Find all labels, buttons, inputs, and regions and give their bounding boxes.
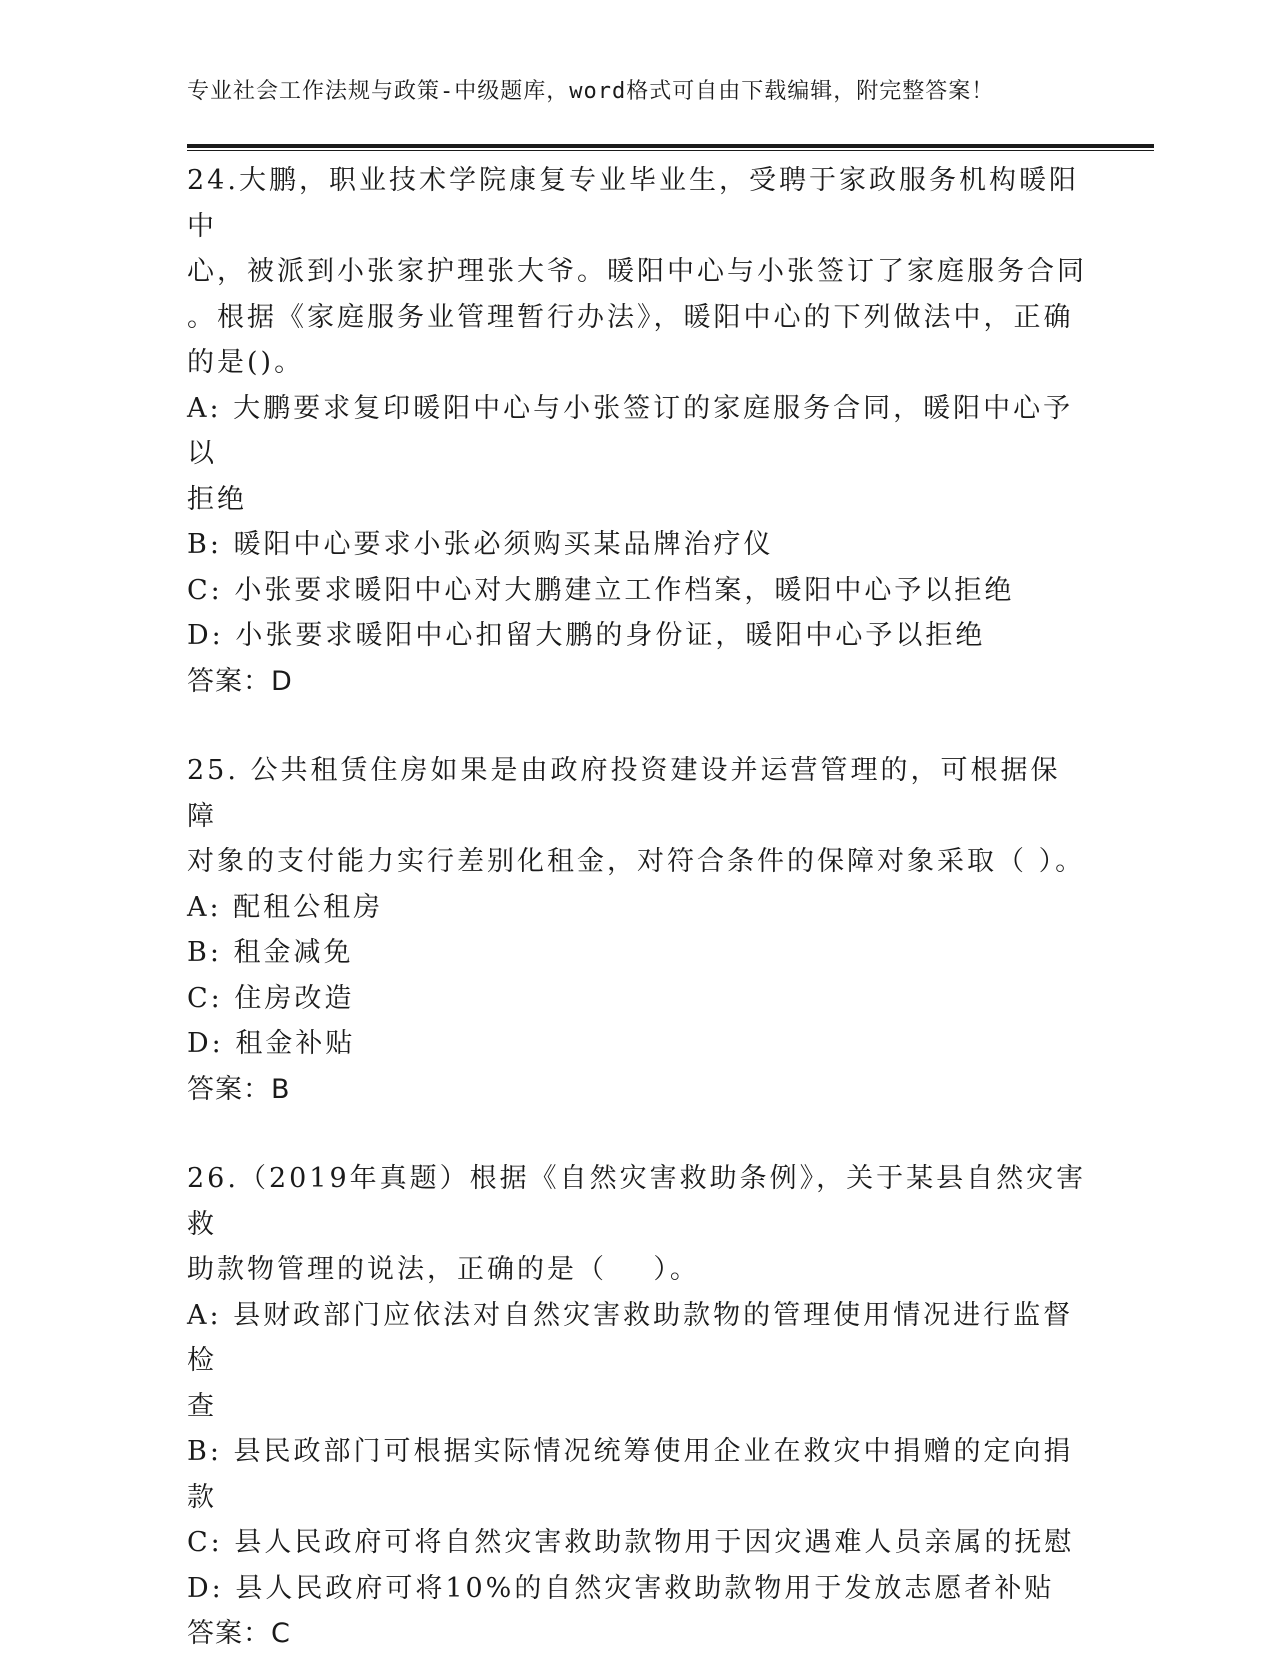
option-a-continued: 拒绝 — [187, 483, 247, 515]
option-c: C: 住房改造 — [187, 982, 355, 1014]
question-spacer — [187, 1112, 1087, 1156]
option-b: B: 暖阳中心要求小张必须购买某品牌治疗仪 — [187, 529, 774, 560]
question-26 — [187, 1156, 1087, 1657]
option-a: A: 县财政部门应依法对自然灾害救助款物的管理使用情况进行监督检 — [187, 1299, 1074, 1376]
question-stem-line: 25. 公共租赁住房如果是由政府投资建设并运营管理的，可根据保障 — [187, 755, 1061, 832]
question-stem-line: 26.（2019年真题）根据《自然灾害救助条例》，关于某县自然灾害救 — [187, 1163, 1087, 1240]
option-a: A: 大鹏要求复印暖阳中心与小张签订的家庭服务合同，暖阳中心予以 — [187, 392, 1074, 469]
header-rule-thick — [187, 144, 1154, 148]
question-stem-line: 心，被派到小张家护理张大爷。暖阳中心与小张签订了家庭服务合同 — [187, 256, 1087, 287]
option-c: C: 小张要求暖阳中心对大鹏建立工作档案，暖阳中心予以拒绝 — [187, 574, 1015, 606]
option-a: A: 配租公租房 — [187, 891, 384, 923]
answer: 答案：D — [187, 665, 293, 697]
question-stem-line: 的是()。 — [187, 347, 305, 378]
question-24 — [187, 158, 1087, 704]
answer: 答案：B — [187, 1073, 291, 1105]
page-header: 专业社会工作法规与政策-中级题库，word格式可自由下载编辑，附完整答案！ — [187, 79, 995, 104]
question-stem-line: 。根据《家庭服务业管理暂行办法》，暖阳中心的下列做法中，正确 — [187, 301, 1074, 333]
question-stem-line: 助款物管理的说法，正确的是（ ）。 — [187, 1254, 700, 1285]
question-25 — [187, 748, 1087, 1112]
question-stem-line: 对象的支付能力实行差别化租金，对符合条件的保障对象采取（ ）。 — [187, 846, 1086, 877]
option-a-continued: 查 — [187, 1390, 217, 1422]
option-d: D: 县人民政府可将10%的自然灾害救助款物用于发放志愿者补贴 — [187, 1572, 1055, 1604]
answer: 答案：C — [187, 1618, 291, 1649]
option-c: C: 县人民政府可将自然灾害救助款物用于因灾遇难人员亲属的抚慰 — [187, 1527, 1075, 1558]
option-b: B: 县民政部门可根据实际情况统筹使用企业在救灾中捐赠的定向捐款 — [187, 1436, 1074, 1513]
option-d: D: 小张要求暖阳中心扣留大鹏的身份证，暖阳中心予以拒绝 — [187, 620, 986, 651]
option-b: B: 租金减免 — [187, 937, 354, 968]
option-d: D: 租金补贴 — [187, 1028, 356, 1059]
header-rule-thin — [187, 150, 1154, 151]
question-spacer — [187, 704, 1087, 748]
question-stem-line: 24.大鹏，职业技术学院康复专业毕业生，受聘于家政服务机构暖阳中 — [187, 165, 1079, 242]
questions-container — [187, 158, 1087, 1657]
